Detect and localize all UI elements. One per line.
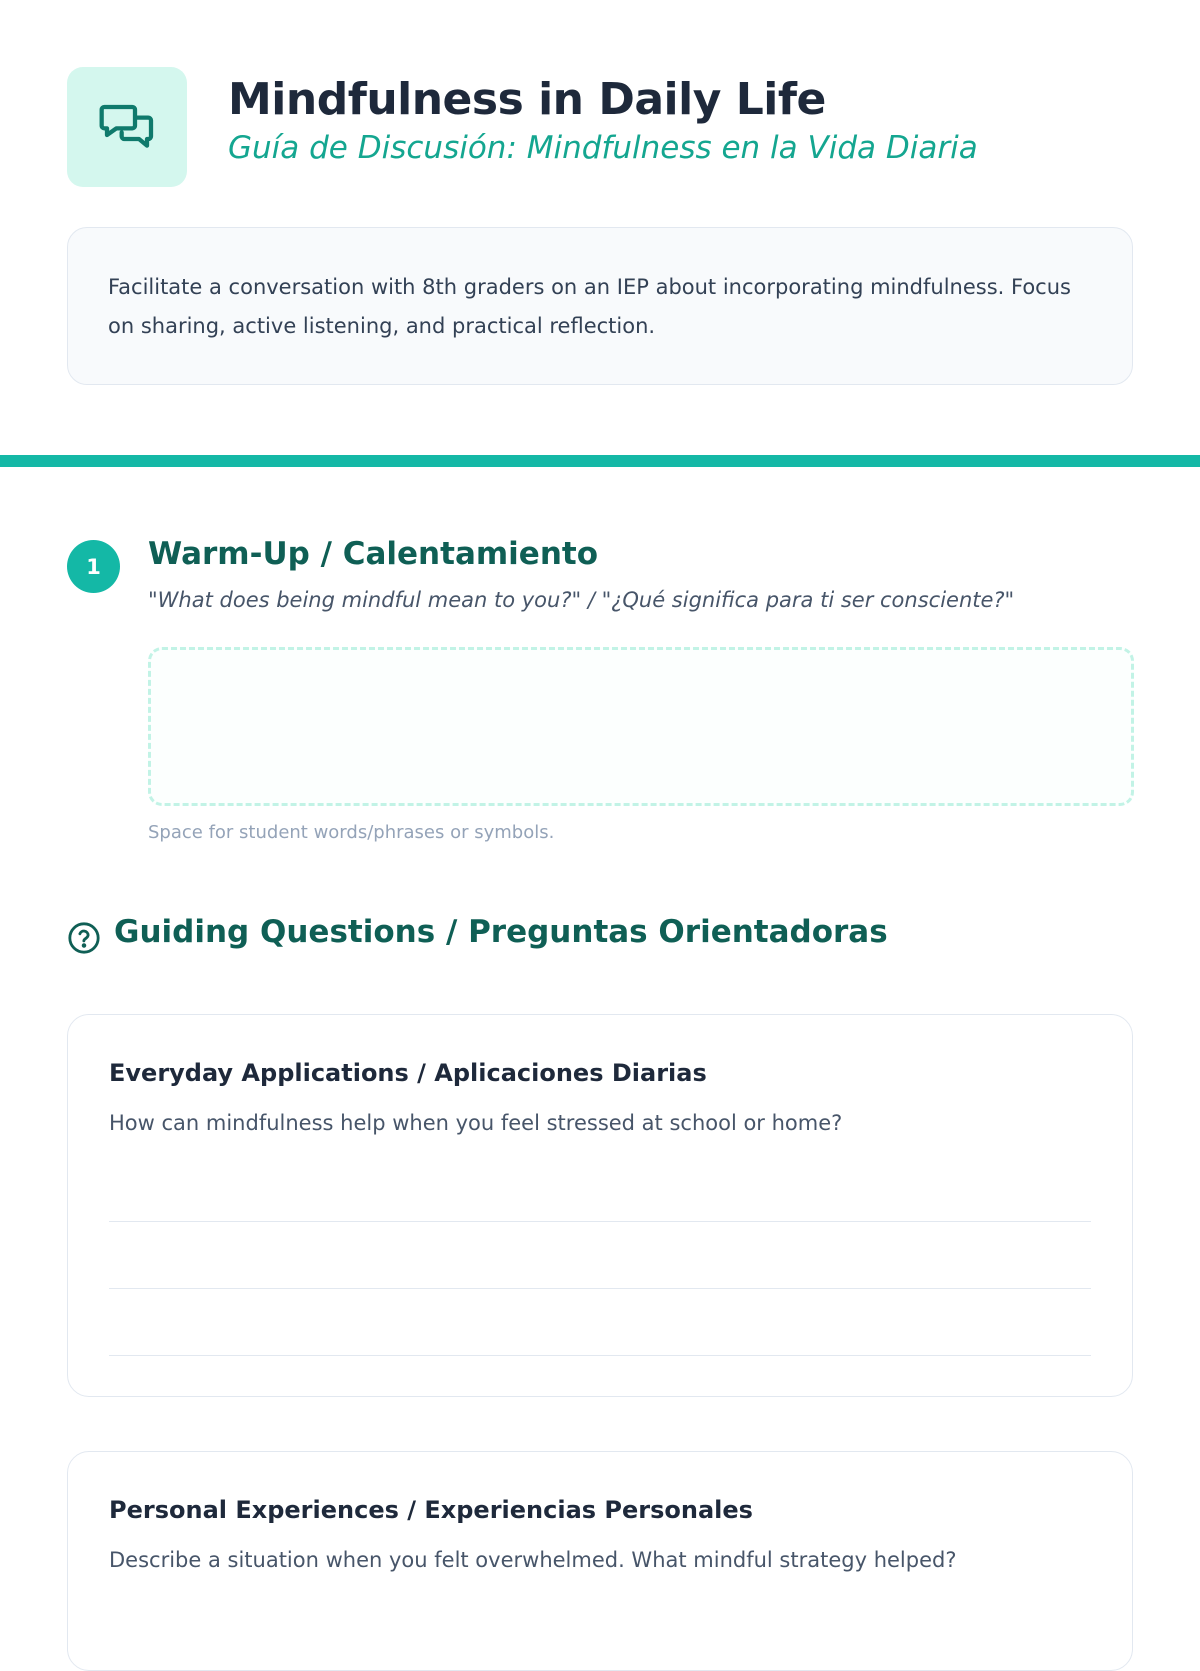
card-title: Personal Experiences / Experiencias Personales: [109, 1496, 753, 1524]
question-circle-icon: [67, 921, 101, 955]
page-header: [67, 67, 1133, 187]
page-subtitle: Guía de Discusión: Mindfulness en la Vida Diaria: [228, 129, 978, 166]
card-title: Everyday Applications / Aplicaciones Diarias: [109, 1059, 707, 1087]
warmup-hint: Space for student words/phrases or symbols.: [148, 822, 555, 843]
card-question: How can mindfulness help when you feel stressed at school or home?: [109, 1111, 843, 1135]
answer-line[interactable]: [109, 1288, 1091, 1289]
answer-line[interactable]: [109, 1355, 1091, 1356]
chat-bubbles-icon: [67, 67, 187, 187]
page-title: Mindfulness in Daily Life: [228, 74, 826, 125]
step-number-badge: 1: [67, 540, 120, 593]
intro-text: Facilitate a conversation with 8th graders on an IEP about incorporating mindfulness. Focus on sharing, active listening, and practical reflection.: [108, 275, 1071, 338]
guiding-questions-title: Guiding Questions / Preguntas Orientadoras: [114, 914, 888, 950]
warmup-title: Warm-Up / Calentamiento: [148, 536, 598, 572]
intro-panel: [67, 227, 1133, 385]
question-card: [67, 1014, 1133, 1397]
section-divider: [0, 455, 1200, 467]
card-question: Describe a situation when you felt overwhelmed. What mindful strategy helped?: [109, 1548, 957, 1572]
warmup-prompt: "What does being mindful mean to you?" / "¿Qué significa para ti ser consciente?": [148, 588, 1015, 612]
question-card: [67, 1451, 1133, 1671]
answer-line[interactable]: [109, 1221, 1091, 1222]
warmup-answer-box[interactable]: [148, 647, 1134, 806]
